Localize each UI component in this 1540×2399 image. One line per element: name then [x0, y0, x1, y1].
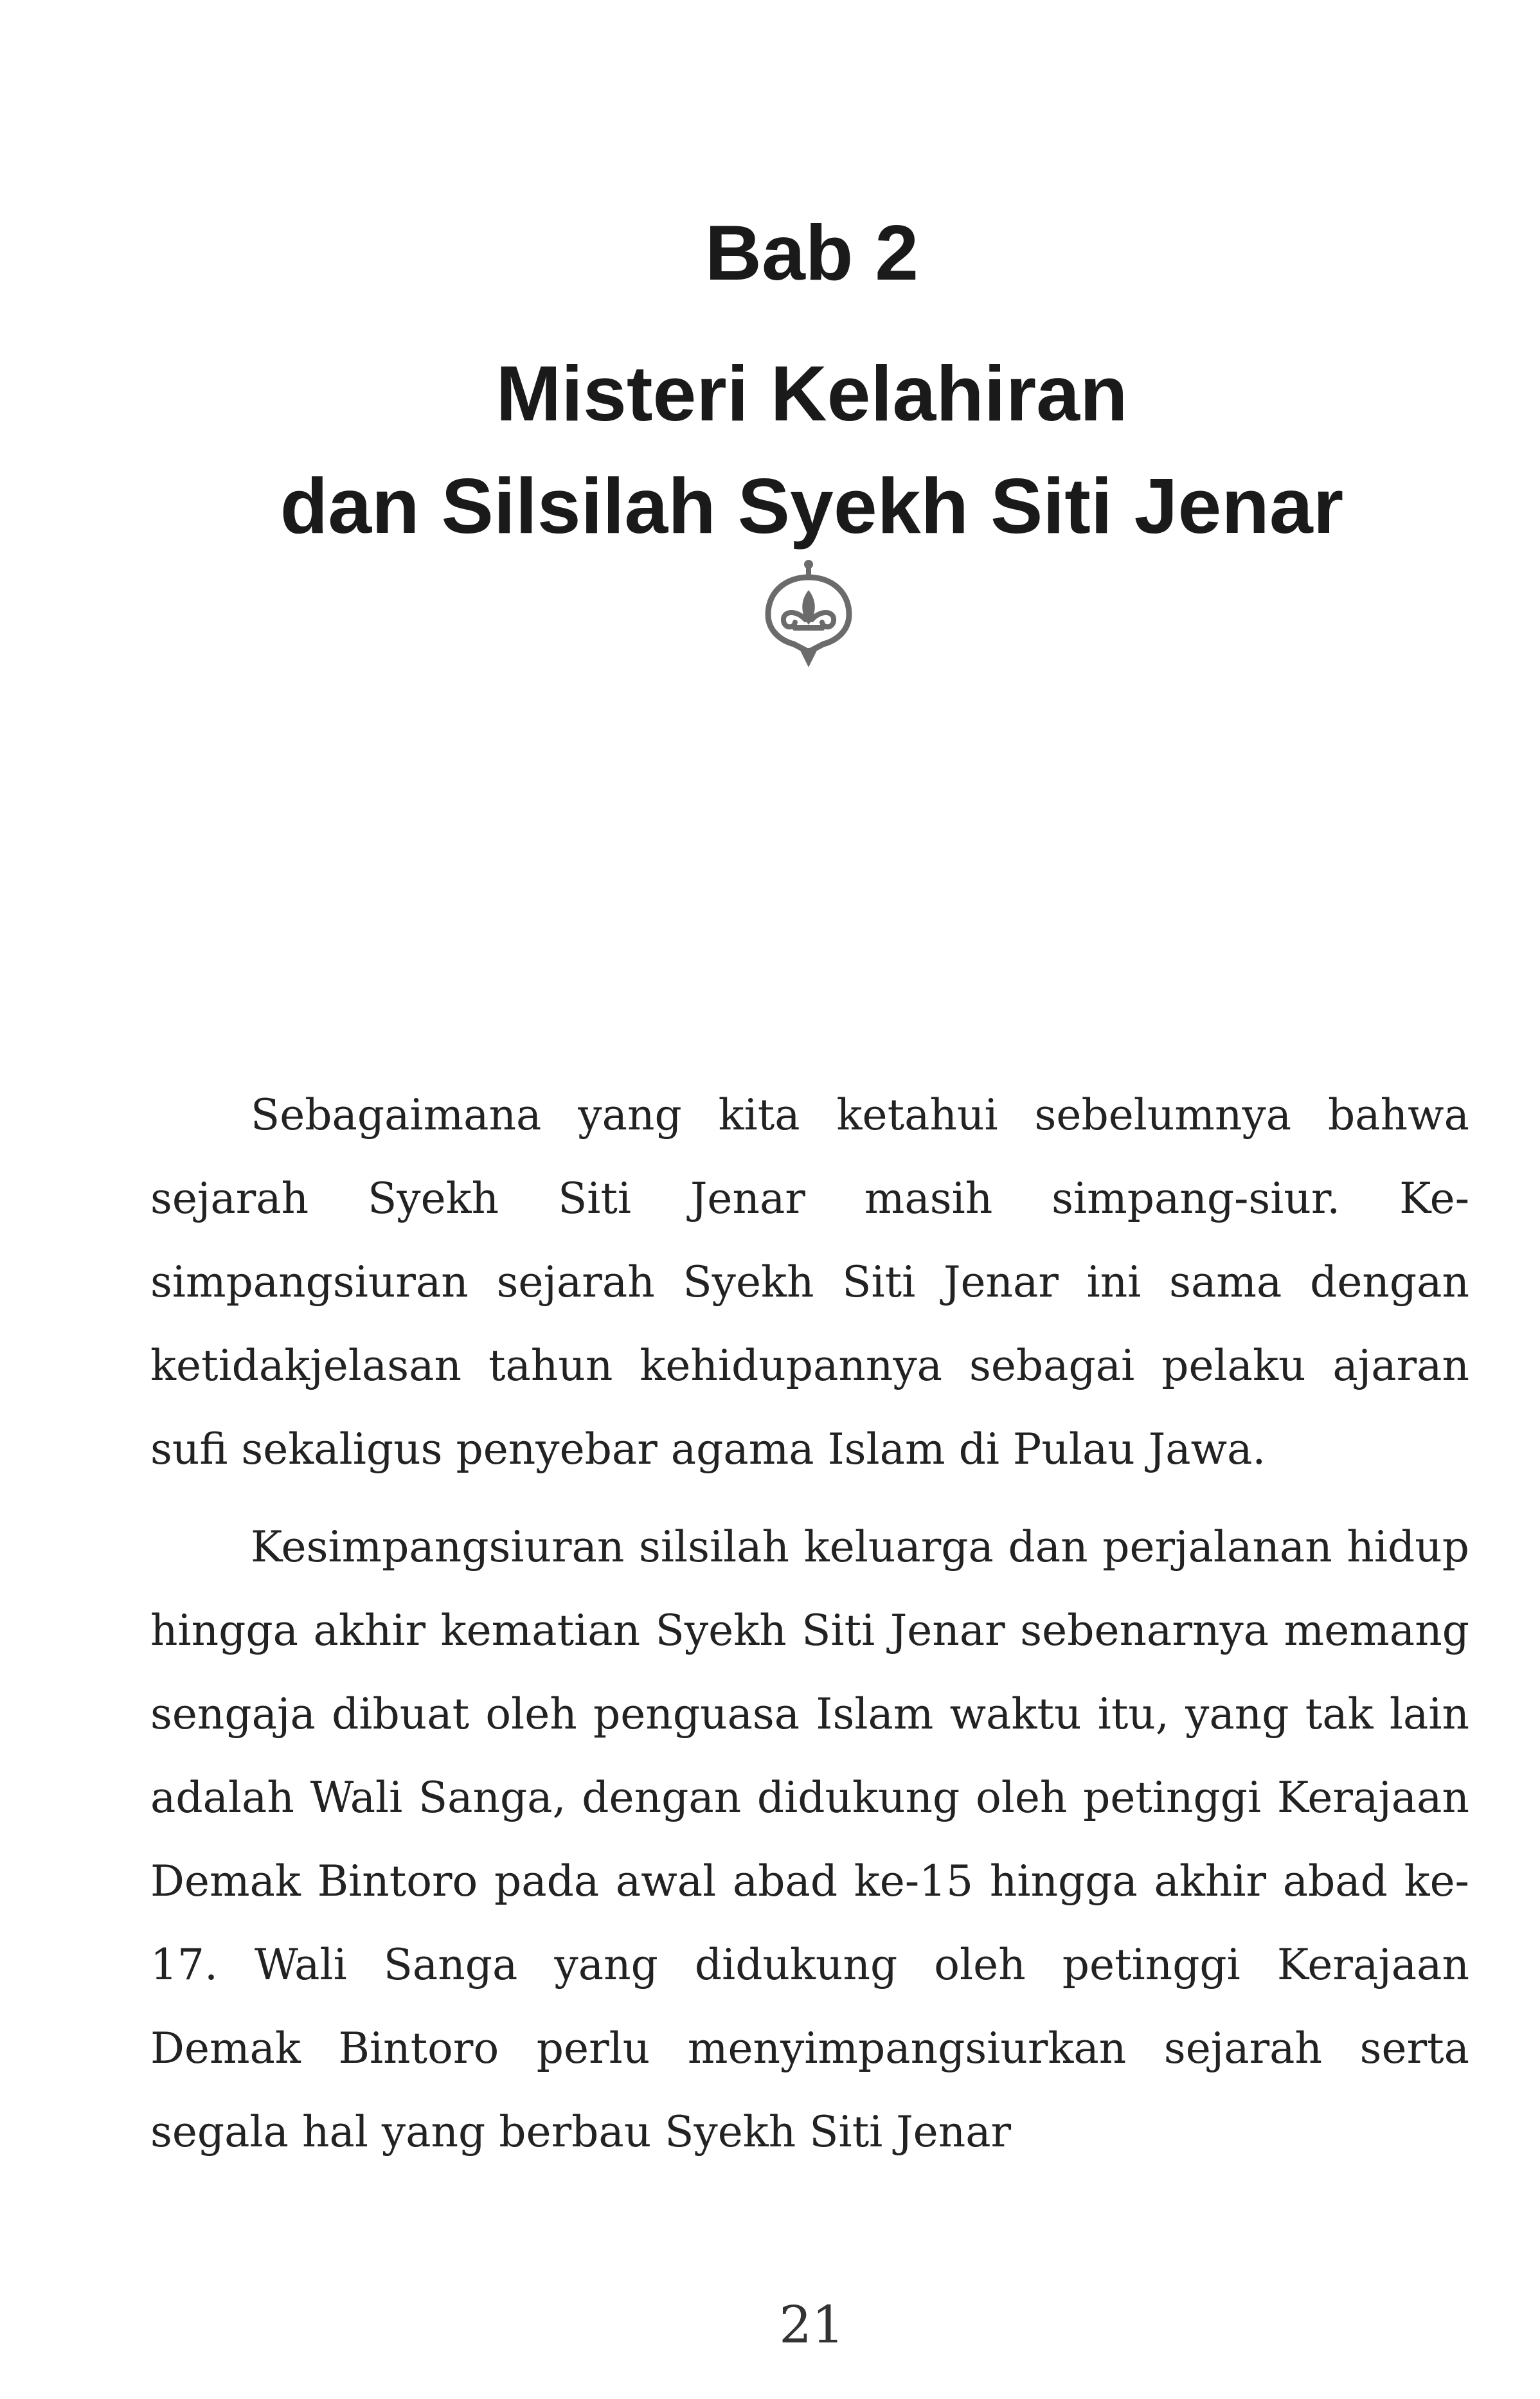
chapter-title-line-1: Misteri Kelahiran: [496, 350, 1128, 437]
paragraph-2: Kesimpangsiuran silsilah keluarga dan perjalanan hidup hingga akhir kematian Syekh Siti Jenar sebenarnya memang sengaja dibuat oleh penguasa Islam waktu itu, yang tak lain adalah Wali Sanga, dengan didukung oleh petinggi Kerajaan Demak Bintoro pada awal abad ke-15 hingga akhir abad ke-17. Wali Sanga yang didukung oleh petinggi Kerajaan Demak Bintoro perlu menyimpangsiurkan sejarah serta segala hal yang berbau Syekh Siti Jenar: [150, 1522, 1469, 2157]
fleur-de-lis-ornament-icon: [760, 558, 857, 669]
chapter-title: [0, 337, 1540, 562]
paragraph-1: Sebagaimana yang kita ketahui sebelumnya bahwa sejarah Syekh Siti Jenar masih simpang-siur. Ke-simpangsiuran sejarah Syekh Siti Jenar ini sama dengan ketidakjelasan tahun kehidupannya sebagai pelaku ajaran sufi sekaligus penyebar agama Islam di Pulau Jawa.: [150, 1090, 1469, 1474]
chapter-number: Bab 2: [704, 209, 919, 296]
page-number: 21: [779, 2295, 845, 2355]
body-text: [150, 1074, 1469, 2188]
chapter-title-line-2: dan Silsilah Syekh Siti Jenar: [280, 462, 1344, 550]
